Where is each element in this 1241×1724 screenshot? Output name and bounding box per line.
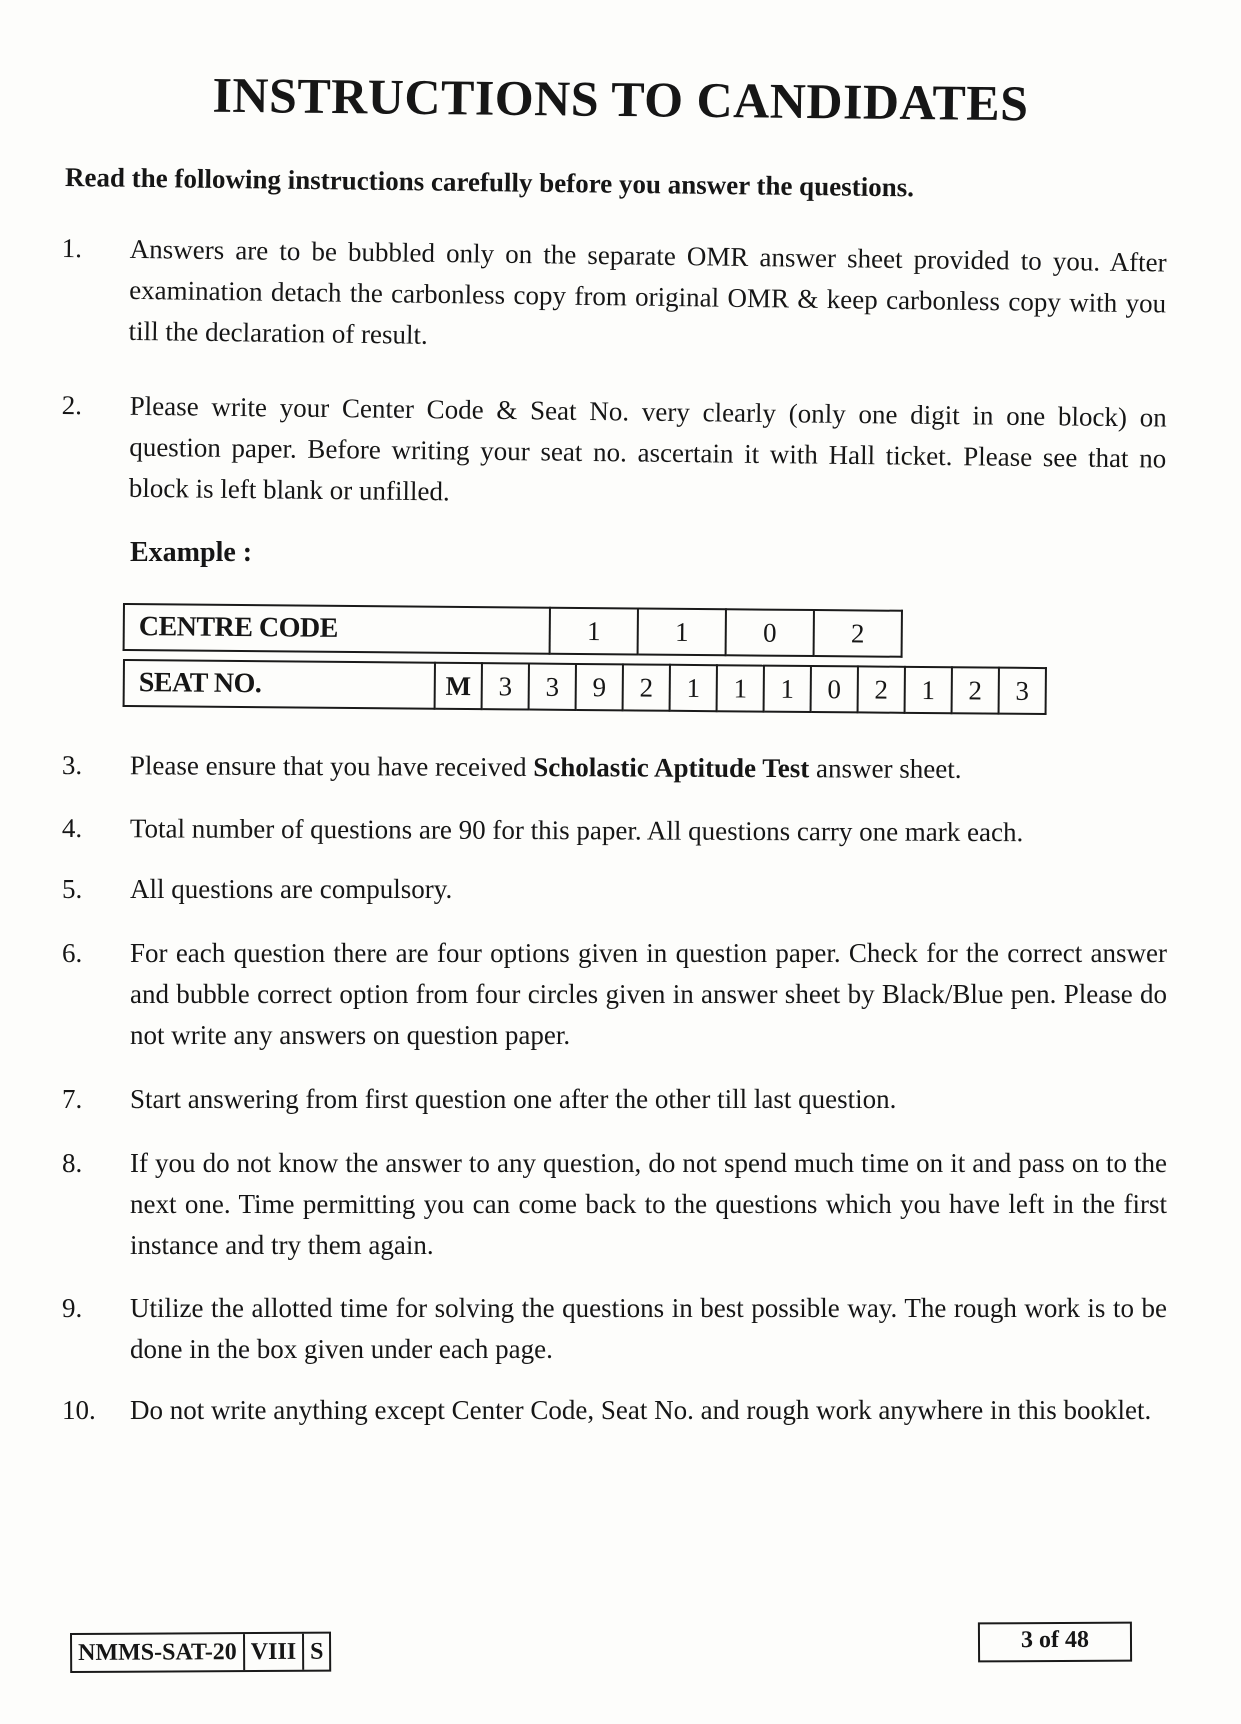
item-text: Please ensure that you have received Scholastic Aptitude Test answer sheet. [129, 750, 962, 784]
seat-no-char: 1 [717, 665, 764, 711]
instruction-item-3 [62, 745, 1167, 791]
item-text: All questions are compulsory. [130, 874, 453, 904]
item-number: 10. [62, 1395, 96, 1425]
paper-code-box [70, 1632, 332, 1673]
seat-no-char: 3 [482, 663, 529, 709]
seat-no-char: M [435, 663, 482, 709]
seat-no-char: 1 [670, 665, 717, 711]
centre-code-digit: 2 [814, 610, 902, 657]
instruction-item-1 [60, 228, 1167, 365]
instruction-item-6 [62, 933, 1167, 1056]
centre-code-example [123, 603, 903, 658]
item-number: 4. [61, 812, 83, 844]
seat-no-char: 2 [858, 666, 905, 712]
item-number: 7. [62, 1084, 83, 1114]
item-text: Do not write anything except Center Code, Seat No. and rough work anywhere in this booklet. [130, 1395, 1152, 1425]
item-text: Utilize the allotted time for solving the questions in best possible way. The rough work is to be done in the box given under each page. [130, 1293, 1167, 1364]
seat-no-char: 1 [905, 667, 952, 713]
seat-no-label: SEAT NO. [124, 660, 435, 709]
instruction-item-9 [62, 1288, 1167, 1370]
seat-no-char: 2 [952, 667, 999, 713]
series-label: S [302, 1634, 330, 1670]
item-number: 6. [62, 938, 83, 968]
centre-code-digit: 1 [638, 608, 726, 655]
item-text: Start answering from first question one after the other till last question. [130, 1084, 897, 1114]
item-text: If you do not know the answer to any question, do not spend much time on it and pass on to the next one. Time permitting you can come back to the questions which you have left in the first instance and try them again. [130, 1148, 1167, 1260]
seat-no-char: 9 [576, 664, 623, 710]
centre-code-label: CENTRE CODE [124, 604, 550, 654]
item-number: 1. [61, 232, 83, 264]
item-number: 8. [62, 1148, 83, 1178]
instruction-item-2 [61, 385, 1167, 521]
instruction-item-4 [62, 808, 1167, 854]
intro-text: Read the following instructions carefully before you answer the questions. [64, 162, 915, 203]
seat-no-char: 2 [623, 664, 670, 710]
instruction-item-5 [62, 869, 1167, 910]
item-number: 9. [62, 1293, 83, 1323]
instruction-item-7 [62, 1079, 1167, 1120]
page-number-box: 3 of 48 [978, 1622, 1132, 1663]
item-text: Answers are to be bubbled only on the separate OMR answer sheet provided to you. After examination detach the carbonless copy from original OMR & keep carbonless copy with you till the declaration of result. [128, 233, 1167, 350]
seat-no-char: 3 [529, 664, 576, 710]
centre-code-digit: 1 [550, 608, 638, 655]
item-number: 2. [61, 389, 83, 421]
class-label: VIII [243, 1634, 303, 1670]
seat-no-char: 1 [764, 666, 811, 712]
seat-no-char: 3 [999, 668, 1046, 714]
item-text: For each question there are four options given in question paper. Check for the correct answer and bubble correct option from four circles given in answer sheet by Black/Blue pen. Please do not write any answers on question paper. [130, 938, 1167, 1050]
item-text: Total number of questions are 90 for this paper. All questions carry one mark each. [129, 813, 1024, 848]
paper-code: NMMS-SAT-20 [78, 1638, 237, 1666]
item-number: 5. [62, 874, 83, 904]
seat-no-example [123, 659, 1047, 715]
instruction-item-8 [62, 1143, 1167, 1266]
example-label: Example : [130, 537, 253, 568]
item-number: 3. [61, 749, 83, 781]
instruction-item-10 [62, 1390, 1167, 1431]
seat-no-char: 0 [811, 666, 858, 712]
item-text: Please write your Center Code & Seat No. very clearly (only one digit in one block) on question paper. Before writing your seat no. ascertain it with Hall ticket. Please see that no block is left blank or unfilled. [128, 390, 1167, 507]
page-title: INSTRUCTIONS TO CANDIDATES [212, 66, 1029, 132]
centre-code-digit: 0 [726, 609, 814, 656]
